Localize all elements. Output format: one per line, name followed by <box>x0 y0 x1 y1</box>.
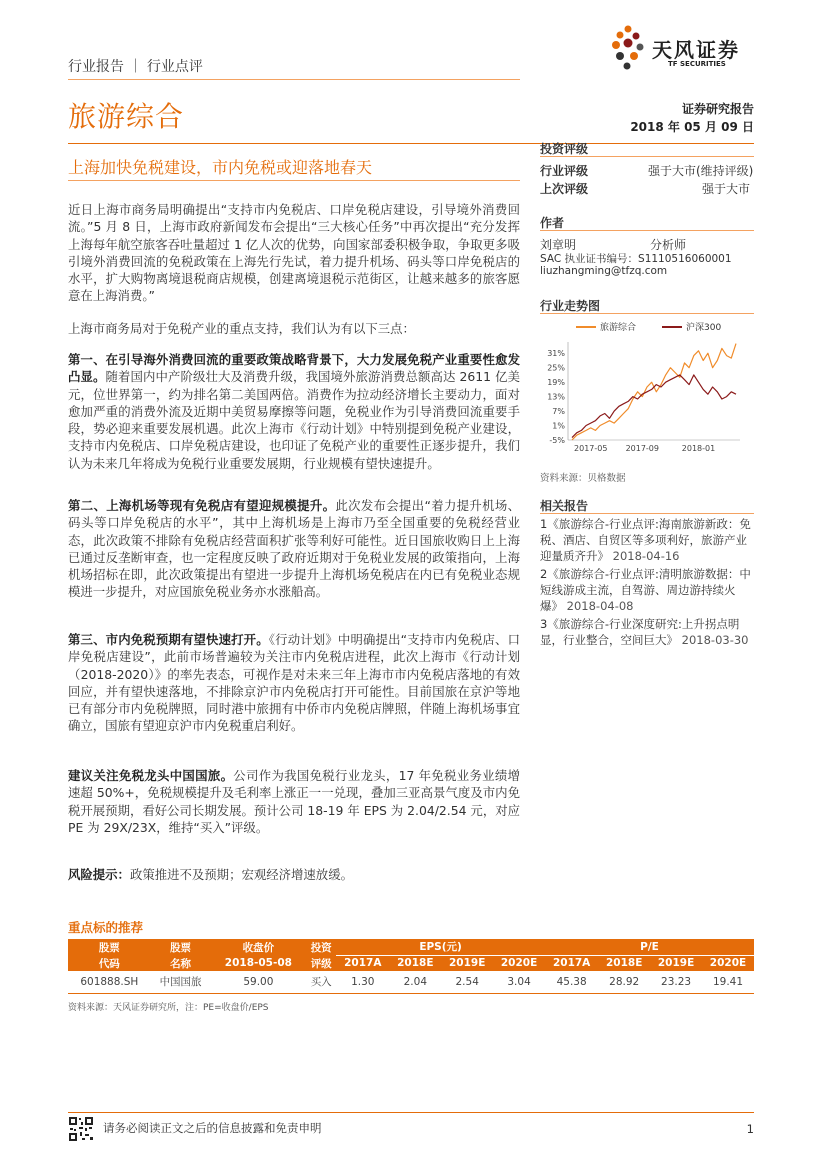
related-report[interactable] <box>540 566 754 614</box>
related-report[interactable] <box>540 616 754 648</box>
table-header-cell: 2017A <box>545 955 598 971</box>
table-header-cell: 2019E <box>441 955 493 971</box>
paragraph-6-text: 公司作为我国免税行业龙头，17 年免税业务业绩增速超 50%+，免税规模提升及毛利率上涨正一一兑现，叠加三亚高景气度及市内免税开展预期，看好公司长期发展。预计公司 18-19 年 EPS 为 2.04/2.54 元，对应 PE 为 29X/23X，维持“买入”评级。 <box>68 768 520 835</box>
paragraph-6 <box>68 767 520 836</box>
table-header-cell: 2020E <box>702 955 754 971</box>
trend-chart <box>540 316 754 464</box>
divider <box>68 79 520 80</box>
table-header-cell: 收盘价 <box>211 939 307 955</box>
related-report-date: 2018-04-16 <box>612 549 680 563</box>
risk-warning-lead: 风险提示： <box>68 867 130 882</box>
related-report-date: 2018-04-08 <box>566 599 634 613</box>
related-report-text: 3《旅游综合-行业深度研究:上升拐点明显，行业整合，空间巨大》 <box>540 617 740 647</box>
x-tick-label: 2017-09 <box>625 444 660 453</box>
x-tick-label: 2018-01 <box>681 444 716 453</box>
divider <box>68 1112 754 1113</box>
rating-title: 投资评级 <box>540 142 589 156</box>
y-tick-label: 1% <box>552 421 565 431</box>
trend-title: 行业走势图 <box>540 299 601 313</box>
recommendation-table <box>68 939 754 994</box>
chart-source: 资料来源：贝格数据 <box>540 473 626 484</box>
table-header-cell: 2018-05-08 <box>211 955 307 971</box>
table-header-cell: 代码 <box>68 955 151 971</box>
table-header-cell: 投资 <box>306 939 336 955</box>
divider <box>68 180 520 181</box>
related-report-text: 2《旅游综合-行业点评:清明旅游数据：中短线游成主流，自驾游、周边游持续火爆》 <box>540 567 751 613</box>
qr-code-icon <box>68 1116 94 1142</box>
related-report[interactable] <box>540 516 754 564</box>
y-tick-label: 31% <box>547 349 565 359</box>
paragraph-5 <box>68 631 520 735</box>
prev-rating <box>540 180 754 197</box>
logo-mark-icon <box>610 25 646 71</box>
paragraph-3-lead: 第一、在引导海外消费回流的重要政策战略背景下，大力发展免税产业重要性愈发凸显。 <box>68 352 520 385</box>
paragraph-5-text: 《行动计划》中明确提出“支持市内免税店、口岸免税店建设”，此前市场普遍较为关注市内免税店进程，此次上海市《行动计划（2018-2020）》的率先表态，可视作是对未来三年上海市市内免税店落地的有效回应，并有望快速落地，不排除京沪市内免税店打开可能性。目前国旅在京沪等地已有部分市内免税牌照，同时港中旅拥有中侨市内免税店牌照，伴随上海机场事宜确立，国旅有望迎京沪市内免税重启利好。 <box>68 632 520 734</box>
table-note: 资料来源：天风证券研究所，注：PE=收盘价/EPS <box>68 1003 269 1013</box>
paragraph-4-lead: 第二、上海机场等现有免税店有望迎规模提升。 <box>68 498 336 513</box>
x-tick-label: 2017-05 <box>574 444 608 453</box>
prev-rating-value: 强于大市 <box>702 182 751 196</box>
author-title: 作者 <box>540 216 565 230</box>
table-title: 重点标的推荐 <box>68 920 144 935</box>
related-report-date: 2018-03-30 <box>681 633 749 647</box>
table-header-cell: 2018E <box>389 955 441 971</box>
table-header-cell: 股票 <box>151 939 211 955</box>
paragraph-3 <box>68 351 520 472</box>
paragraph-6-lead: 建议关注免税龙头中国国旅。 <box>68 768 234 783</box>
divider <box>540 313 754 314</box>
table-cell: 19.41 <box>702 971 754 993</box>
y-tick-label: -5% <box>549 436 565 445</box>
table-header-cell: 2019E <box>650 955 702 971</box>
brand-name: 天风证券 <box>652 38 740 62</box>
author-email: liuzhangming@tfzq.com <box>540 265 668 277</box>
table-header-cell: 2017A <box>336 955 389 971</box>
table-cell: 买入 <box>306 971 336 993</box>
table-cell: 1.30 <box>336 971 389 993</box>
table-header-cell: 2018E <box>598 955 650 971</box>
author-license: SAC 执业证书编号：S1110516060001 <box>540 253 732 265</box>
table-row <box>68 971 754 993</box>
divider <box>540 156 754 157</box>
y-tick-label: 25% <box>547 363 565 373</box>
y-tick-label: 19% <box>547 378 565 388</box>
headline: 上海加快免税建设，市内免税或迎落地春天 <box>68 158 373 177</box>
table-cell: 28.92 <box>598 971 650 993</box>
divider <box>540 513 754 514</box>
report-date: 2018 年 05 月 09 日 <box>630 120 754 134</box>
report-type: 证券研究报告 <box>681 102 754 116</box>
related-report-text: 1《旅游综合-行业点评:海南旅游新政：免税、酒店、自贸区等多项利好，旅游产业迎量质齐升》 <box>540 517 751 563</box>
table-header-cell: 2020E <box>493 955 545 971</box>
table-cell: 2.04 <box>389 971 441 993</box>
table-header-cell: 名称 <box>151 955 211 971</box>
industry-rating <box>540 162 754 179</box>
disclaimer-link[interactable]: 请务必阅读正文之后的信息披露和免责申明 <box>103 1121 322 1135</box>
risk-warning-text: 政策推进不及预期；宏观经济增速放缓。 <box>129 867 353 882</box>
legend-label: 旅游综合 <box>600 323 637 333</box>
related-title: 相关报告 <box>540 499 589 513</box>
table-header-cell: EPS(元) <box>336 939 545 955</box>
prev-rating-label: 上次评级 <box>540 182 589 196</box>
table-header-cell: P/E <box>545 939 754 955</box>
divider <box>68 143 754 144</box>
y-tick-label: 7% <box>552 407 565 417</box>
series-line <box>572 344 736 440</box>
table-cell: 3.04 <box>493 971 545 993</box>
table-cell: 中国国旅 <box>151 971 211 993</box>
series-line <box>572 375 736 438</box>
divider <box>540 230 754 231</box>
table-header-row <box>68 955 754 971</box>
table-cell: 59.00 <box>211 971 307 993</box>
y-tick-label: 13% <box>547 392 565 402</box>
table-cell: 601888.SH <box>68 971 151 993</box>
industry-title: 旅游综合 <box>68 100 185 133</box>
author-name: 刘章明 <box>540 238 577 252</box>
table-header-cell: 股票 <box>68 939 151 955</box>
paragraph-4 <box>68 497 520 601</box>
brand-name-en: TF SECURITIES <box>668 60 726 68</box>
industry-rating-value: 强于大市(维持评级) <box>648 164 754 178</box>
table-cell: 23.23 <box>650 971 702 993</box>
report-category: 行业报告 ｜ 行业点评 <box>68 59 203 75</box>
paragraph-5-lead: 第三、市内免税预期有望快速打开。 <box>68 632 269 647</box>
table-cell: 45.38 <box>545 971 598 993</box>
page-number: 1 <box>746 1122 754 1136</box>
paragraph-3-text: 随着国内中产阶级壮大及消费升级，我国境外旅游消费总额高达 2611 亿美元，位世界第一，约为排名第二美国两倍。消费作为拉动经济增长主要动力，面对愈加严重的消费外流及近期中美贸易摩擦等问题，免税业作为引导消费回流重要手段，势必迎来重要发展机遇。此次上海市《行动计划》中特别提到免税产业建设，支持市内免税店、口岸免税店建设，也印证了免税产业的重要性正逐步提升，我们认为未来几年将成为免税行业重要发展期，行业规模有望快速提升。 <box>68 369 520 471</box>
paragraph-4-text: 此次发布会提出“着力提升机场、码头等口岸免税店的水平”，其中上海机场是上海市乃至全国重要的免税经营业态，此次政策不排除有免税店经营面积扩张等利好可能性。近日国旅收购日上上海已通过反垄断审查，也一定程度反映了政府近期对于免税业发展的政策指向，上海机场招标在即，此次政策提出有望进一步提升上海机场免税店在内已有免税业态规模进一步提升，对应国旅免税业务亦水涨船高。 <box>68 498 521 600</box>
author-role: 分析师 <box>650 238 687 252</box>
table-cell: 2.54 <box>441 971 493 993</box>
risk-warning <box>68 866 520 883</box>
legend-label: 沪深300 <box>686 323 722 333</box>
industry-rating-label: 行业评级 <box>540 164 589 178</box>
table-header-row <box>68 939 754 955</box>
table-header-cell: 评级 <box>306 955 336 971</box>
paragraph-1: 近日上海市商务局明确提出“支持市内免税店、口岸免税店建设，引导境外消费回流。”5 月 8 日，上海市政府新闻发布会提出“三大核心任务”中再次提出“充分发挥上海每年航空旅客吞吐量超过 1 亿人次的优势，向国家部委积极争取，争取更多吸引境外消费回流的免税政策在上海先行先试，着力提升机场、码头等口岸免税店的水平，扩大购物离境退税商店规模，创建离境退税示范街区，让越来越多的旅客愿意在上海消费。” <box>68 202 520 304</box>
paragraph-2: 上海市商务局对于免税产业的重点支持，我们认为有以下三点： <box>68 321 415 336</box>
